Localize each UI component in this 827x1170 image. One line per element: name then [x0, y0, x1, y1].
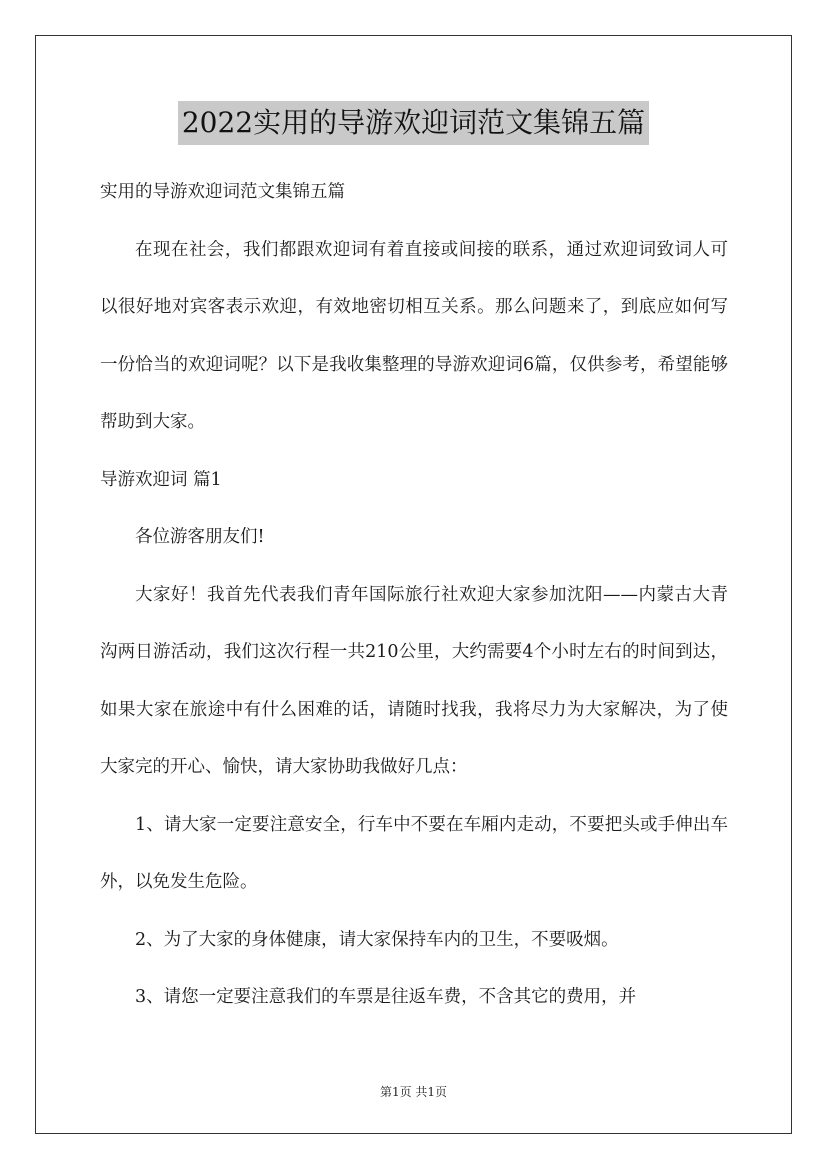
- paragraph-subtitle: 实用的导游欢迎词范文集锦五篇: [100, 182, 345, 202]
- paragraph-greeting: 各位游客朋友们!: [135, 527, 265, 547]
- document-title: 2022实用的导游欢迎词范文集锦五篇: [178, 101, 649, 145]
- paragraph-welcome: 大家好！我首先代表我们青年国际旅行社欢迎大家参加沈阳——内蒙古大青沟两日游活动，我们这次行程一共210公里，大约需要4个小时左右的时间到达，如果大家在旅途中有什么困难的话，请随时找我，我将尽力为大家解决，为了使大家完的开心、愉快，请大家协助我做好几点：: [100, 584, 728, 777]
- paragraph-intro: 在现在社会，我们都跟欢迎词有着直接或间接的联系，通过欢迎词致词人可以很好地对宾客表示欢迎，有效地密切相互关系。那么问题来了，到底应如何写一份恰当的欢迎词呢？以下是我收集整理的导游欢迎词6篇，仅供参考，希望能够帮助到大家。: [100, 239, 728, 432]
- section-heading: 导游欢迎词 篇1: [100, 469, 222, 490]
- page-footer: 第1页 共1页: [379, 1085, 448, 1099]
- paragraph-rule-3: 3、请您一定要注意我们的车票是往返车费，不含其它的费用，并: [135, 987, 637, 1007]
- paragraph-rule-2: 2、为了大家的身体健康，请大家保持车内的卫生，不要吸烟。: [135, 929, 619, 950]
- document-body: [100, 164, 728, 1027]
- paragraph-rule-1: 1、请大家一定要注意安全，行车中不要在车厢内走动，不要把头或手伸出车外，以免发生危险。: [100, 814, 728, 892]
- title-wrap: [0, 101, 827, 145]
